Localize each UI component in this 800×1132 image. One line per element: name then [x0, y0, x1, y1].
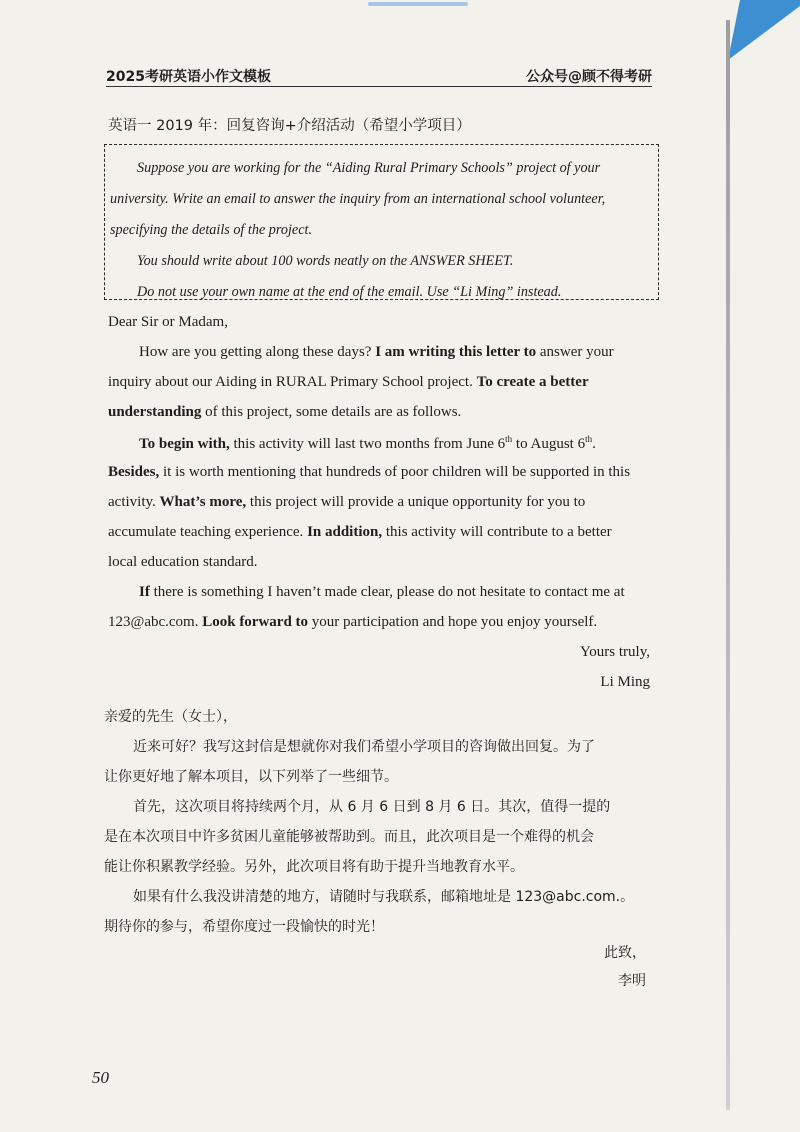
prompt-line-1: Suppose you are working for the “Aiding Rural Primary Schools” project of your — [137, 160, 601, 176]
letter-p3-line1: If there is something I haven’t made clear, please do not hesitate to contact me at — [139, 584, 625, 600]
letter-signature: Li Ming — [600, 674, 650, 690]
letter-p1-line1: How are you getting along these days? I am writing this letter to answer your — [139, 344, 614, 360]
page-header — [106, 64, 652, 87]
letter-p2-line1: To begin with, this activity will last two months from June 6th to August 6th. — [139, 434, 596, 452]
letter-p2-line4: accumulate teaching experience. In addition, this activity will contribute to a better — [108, 524, 612, 540]
zh-signature: 李明 — [618, 973, 646, 989]
page-binding-edge — [726, 20, 730, 1110]
prompt-line-4: You should write about 100 words neatly on the ANSWER SHEET. — [137, 253, 514, 269]
letter-p1-line2: inquiry about our Aiding in RURAL Primary School project. To create a better — [108, 374, 589, 390]
prompt-line-3: specifying the details of the project. — [110, 222, 312, 238]
zh-p1-line2: 让你更好地了解本项目，以下列举了一些细节。 — [104, 769, 398, 785]
corner-fold-decoration — [680, 0, 800, 60]
letter-salutation: Dear Sir or Madam, — [108, 314, 228, 330]
letter-p2-line5: local education standard. — [108, 554, 258, 570]
prompt-line-2: university. Write an email to answer the inquiry from an international school volunteer, — [110, 191, 606, 207]
letter-p3-line2: 123@abc.com. Look forward to your participation and hope you enjoy yourself. — [108, 614, 598, 630]
zh-p2-line3: 能让你积累教学经验。另外，此次项目将有助于提升当地教育水平。 — [104, 859, 524, 875]
header-source: 公众号@顾不得考研 — [526, 69, 652, 85]
zh-p2-line2: 是在本次项目中许多贫困儿童能够被帮助到。而且，此次项目是一个难得的机会 — [104, 829, 594, 845]
zh-p3-line2: 期待你的参与，希望你度过一段愉快的时光！ — [104, 919, 384, 935]
zh-closing: 此致， — [604, 945, 646, 961]
prompt-line-5: Do not use your own name at the end of the email. Use “Li Ming” instead. — [137, 284, 562, 300]
letter-p2-line2: Besides, it is worth mentioning that hundreds of poor children will be supported in this — [108, 464, 631, 480]
page-number: 50 — [92, 1068, 109, 1087]
zh-p3-line1: 如果有什么我没讲清楚的地方，请随时与我联系，邮箱地址是 123@abc.com.。 — [133, 889, 635, 905]
letter-p2-line3: activity. What’s more, this project will provide a unique opportunity for you to — [108, 494, 586, 510]
zh-salutation: 亲爱的先生（女士）， — [104, 709, 237, 725]
section-title: 英语一 2019 年：回复咨询+介绍活动（希望小学项目） — [108, 118, 471, 134]
top-blue-mark — [368, 2, 468, 6]
zh-p2-line1: 首先，这次项目将持续两个月，从 6 月 6 日到 8 月 6 日。其次，值得一提的 — [133, 799, 611, 815]
zh-p1-line1: 近来可好？我写这封信是想就你对我们希望小学项目的咨询做出回复。为了 — [133, 739, 595, 755]
header-title: 2025考研英语小作文模板 — [106, 69, 271, 85]
letter-closing: Yours truly, — [579, 644, 650, 660]
letter-p1-line3: understanding of this project, some details are as follows. — [108, 404, 462, 420]
